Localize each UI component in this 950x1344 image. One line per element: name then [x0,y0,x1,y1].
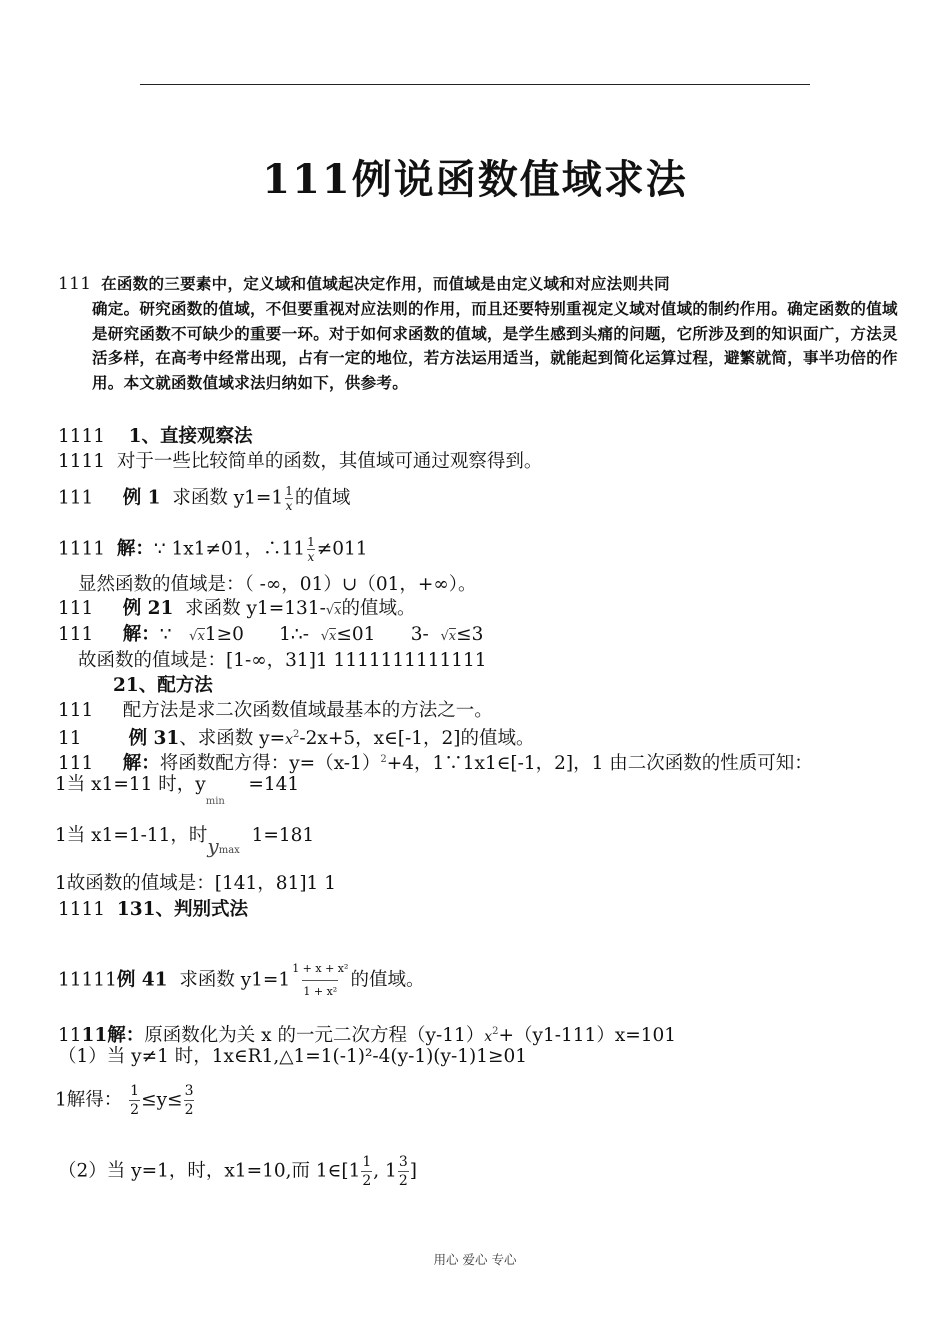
example-3-solution [58,748,813,776]
section-2-heading: 21、配方法 [113,675,213,696]
fraction: $\frac{3}{2}$ [184,1083,194,1118]
sqrt-symbol: √x [189,629,205,644]
line-num: 1111 [58,426,106,447]
example-1 [58,484,350,513]
page-title: 111例说函数值域求法 [262,156,688,203]
example-4-case-2 [58,1153,417,1190]
solution-label: 解： [116,538,154,560]
section-1-desc [58,450,542,474]
example-text: 求函数 y1=1 [172,487,284,509]
line-num: 111 [58,487,94,509]
solution-tail: +4，1∵1x1∈[-1，2]，1 由二次函数的性质可知： [386,753,813,775]
section-1-heading [58,425,253,449]
solution-label: 解： [122,624,160,645]
section-2-desc [58,699,493,723]
example-text: 求函数 y1=1 [179,969,291,991]
subscript-min: min [205,796,225,807]
sqrt-symbol: √x [440,629,457,644]
max-text: 1当 x1=1-11，时 [55,825,208,846]
fraction: $\frac{1}{2}$ [362,1154,372,1189]
example-3-min [55,773,300,807]
example-tail: 的值域。 [341,598,416,619]
example-2-solution [58,623,483,649]
superscript: 2 [492,1026,499,1037]
superscript: 2 [380,754,387,765]
min-text: 1当 x1=11 时，y [55,774,206,795]
example-text: 求函数 y1=131- [185,598,326,619]
example-text: 、求函数 y= [179,728,286,750]
desc-text: 对于一些比较简单的函数，其值域可通过观察得到。 [116,451,543,472]
fraction: $\frac{1}{x}$ [285,484,293,513]
intro-lead: 在函数的三要素中，定义域和值域起决定作用，而值域是由定义域和对应法则共同 [101,275,670,293]
example-label: 例 1 [122,487,161,509]
example-tail: -2x+5，x∈[-1，2]的值域。 [299,728,535,750]
solution-text: ∵ 1x1≠01，∴11 [153,538,306,560]
solution-text: 原函数化为关 x 的一元二次方程（y-11） [144,1025,485,1047]
solution-tail: +（y1-111）x=101 [498,1025,677,1047]
separator: , 1 [373,1160,397,1182]
case-tail: ] [409,1160,417,1182]
solution-label: 11解： [81,1025,145,1047]
solution-part: 1≥0 [204,624,244,645]
desc-text: 配方法是求二次函数值域最基本的方法之一。 [122,700,493,721]
page-footer: 用心 爱心 专心 [433,1252,517,1267]
example-label: 例 41 [116,969,168,991]
line-num: 11 [58,1025,82,1047]
solution-tail: ≠011 [316,538,368,560]
example-2-result: 故函数的值域是：[1-∞，31]1 1111111111111 [78,650,487,671]
solution-part: 1∴- [279,624,309,645]
example-1-solution [58,535,368,564]
intro-num: 111 [58,274,92,294]
example-4-case-1-result [55,1082,195,1119]
example-1-result: 显然函数的值域是：（ -∞，01）∪（01，+∞）。 [78,574,477,595]
line-num: 11 [58,728,82,750]
section-title: 1、直接观察法 [128,426,253,447]
line-num: 111 [58,598,94,619]
intro-rest: 确定。研究函数的值域，不但要重视对应法则的作用，而且还要特别重视定义域对值域的制约作用。确定函数的值域是研究函数不可缺少的重要一环。对于如何求函数的值域，是学生感到头痛的问题，它所涉及到的知识面广，方法灵活多样，在高考中经常出现，占有一定的地位，若方法运用适当，就能起到简化运算过程，避繁就简，事半功倍的作用。本文就函数值域求法归纳如下，供参考。 [92,299,898,393]
example-4 [58,958,424,1003]
fraction: $\frac{1}{x}$ [307,535,315,564]
section-title: 131、判别式法 [116,899,248,920]
example-label: 例 21 [122,598,174,619]
y-max: ymax [207,834,240,858]
var-x: x [484,1029,493,1046]
line-num: 111 [58,753,94,775]
fraction: $\frac{\text{1 + x + x²}}{\text{1 + x²}}$ [291,958,349,1003]
result-label: 1解得： [55,1089,123,1111]
fraction: $\frac{3}{2}$ [398,1154,408,1189]
inequality: ≤y≤ [141,1089,183,1111]
fraction: $\frac{1}{2}$ [130,1083,140,1118]
solution-part: ≤01 [336,624,376,645]
solution-label: 解： [122,753,160,775]
example-4-case-1: （1）当 y≠1 时，1x∈R1,△1=1(-1)²-4(y-1)(y-1)1≥01 [58,1046,528,1067]
sqrt-symbol: √x [325,603,342,618]
example-3-max [55,822,315,858]
sqrt-symbol: √x [320,629,337,644]
line-num: 111 [58,624,94,645]
section-3-heading [58,898,248,922]
solution-text: 将函数配方得：y=（x-1） [159,753,381,775]
solution-part: 3- [410,624,429,645]
var-x: x [285,732,294,749]
header-rule [140,84,810,85]
line-num: 1111 [58,899,106,920]
example-2 [58,597,416,623]
line-num: 111 [58,700,94,721]
example-tail: 的值域。 [350,969,425,991]
superscript: 2 [293,729,300,740]
intro-paragraph [58,272,898,396]
max-value: 1=181 [251,825,315,846]
line-num: 1111 [58,538,106,560]
solution-part: ≤3 [456,624,484,645]
example-label: 例 31 [128,728,180,750]
example-tail: 的值域 [294,487,351,509]
line-num: 1111 [58,451,106,472]
case-text: （2）当 y=1，时，x1=10,而 1∈[1 [58,1160,361,1182]
example-3-result: 1故函数的值域是：[141，81]1 1 [55,873,336,894]
min-value: =141 [248,774,300,795]
because-symbol: ∵ [159,624,172,645]
line-num: 11111 [58,969,117,991]
